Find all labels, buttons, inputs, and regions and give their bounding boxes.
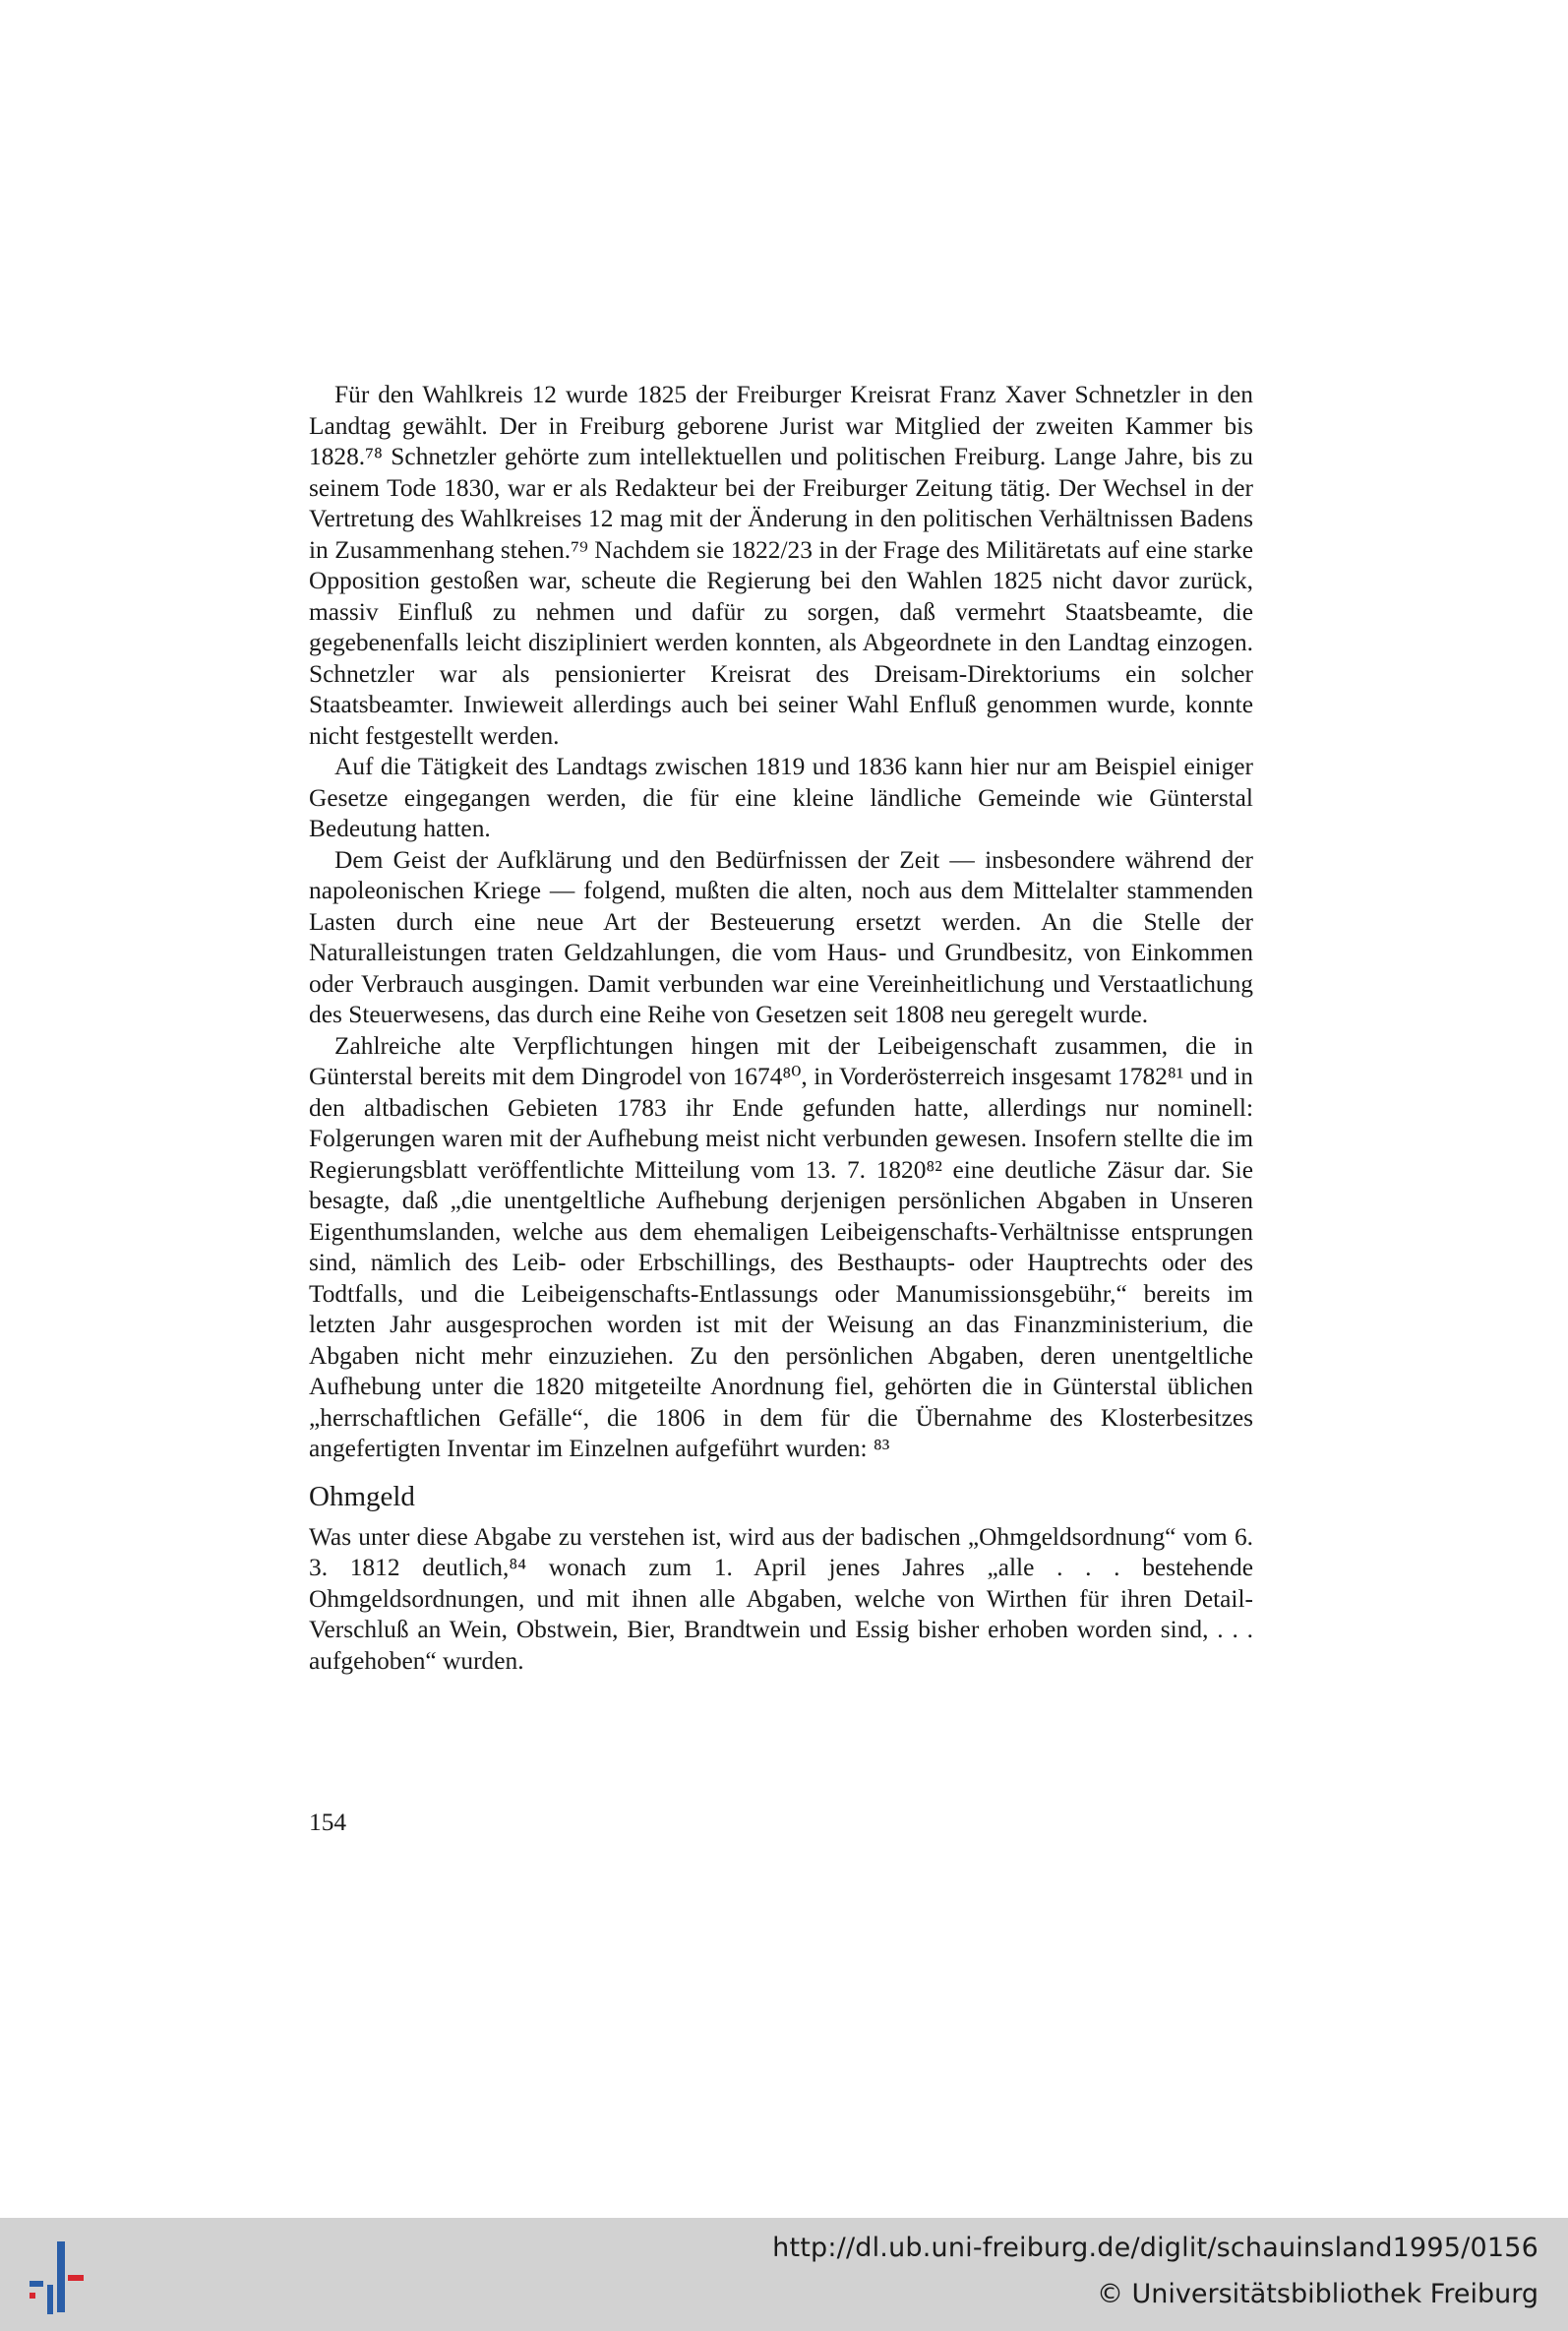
section-heading-ohmgeld: Ohmgeld — [309, 1480, 415, 1512]
page-number: 154 — [309, 1809, 347, 1836]
footer-copyright: © Universitätsbibliothek Freiburg — [1096, 2279, 1538, 2309]
paragraph-leibeigenschaft: Zahlreiche alte Verpflichtungen hingen mit der Leibeigenschaft zusammen, die in Günterstal bereits mit dem Dingrodel von 1674⁸⁰, in Vorderösterreich insgesamt 1782⁸¹ und in den altbadischen Gebieten 1783 ihr Ende gefunden hatte, allerdings nur nominell: Folgerungen waren mit der Aufhebung meist nicht verbunden gewesen. Insofern stellte die im Regierungsblatt veröffentlichte Mitteilung vom 13. 7. 1820⁸² eine deutliche Zäsur dar. Sie besagte, daß „die unentgeltliche Aufhebung derjenigen persönlichen Abgaben in Unseren Eigenthumslanden, welche aus dem ehemaligen Leibeigenschafts-Verhältnisse entsprungen sind, nämlich des Leib- oder Erbschillings, des Besthaupts- oder Hauptrechts oder des Todtfalls, und die Leibeigenschafts-Entlassungs oder Manumissionsgebühr,“ bereits im letzten Jahr ausgesprochen worden ist mit der Weisung an das Finanzministerium, die Abgaben nicht mehr einzuziehen. Zu den persönlichen Abgaben, deren unentgeltliche Aufhebung unter die 1820 mitgeteilte Anordnung fiel, gehörten die in Günterstal üblichen „herrschaftlichen Gefälle“, die 1806 in dem für die Übernahme des Klosterbesitzes angefertigten Inventar im Einzelnen aufgeführt wurden: ⁸³ — [309, 1031, 1253, 1462]
paragraph-aufklaerung: Dem Geist der Aufklärung und den Bedürfnissen der Zeit — insbesondere während der napoleonischen Kriege — folgend, mußten die alten, noch aus dem Mittelalter stammenden Lasten durch eine neue Art der Besteuerung ersetzt werden. An die Stelle der Naturalleistungen traten Geldzahlungen, die vom Haus- und Grundbesitz, von Einkommen oder Verbrauch ausgingen. Damit verbunden war eine Vereinheitlichung und Verstaatlichung des Steuerwesens, das durch eine Reihe von Gesetzen seit 1808 neu geregelt wurde. — [309, 845, 1253, 1028]
footer-bar — [0, 2218, 1568, 2331]
paragraph-landtag: Auf die Tätigkeit des Landtags zwischen 1819 und 1836 kann hier nur am Beispiel einiger Gesetze eingegangen werden, die für eine kleine ländliche Gemeinde wie Günterstal Bedeutung hatten. — [309, 753, 1253, 842]
document-body — [309, 380, 1253, 1677]
paragraph-ohmgeld: Was unter diese Abgabe zu verstehen ist, wird aus der badischen „Ohmgeldsordnung“ vom 6. 3. 1812 deutlich,⁸⁴ wonach zum 1. April jenes Jahres „alle . . . bestehende Ohmgeldsordnungen, und mit ihnen alle Abgaben, welche von Wirthen für ihren Detail-Verschluß an Wein, Obstwein, Bier, Brandtwein und Essig bisher erhoben worden sind, . . . aufgehoben“ wurden. — [309, 1522, 1253, 1675]
footer-url-link[interactable]: http://dl.ub.uni-freiburg.de/diglit/schauinsland1995/0156 — [772, 2233, 1538, 2263]
ub-freiburg-logo-icon — [22, 2238, 100, 2316]
paragraph-wahlkreis: Für den Wahlkreis 12 wurde 1825 der Freiburger Kreisrat Franz Xaver Schnetzler in den Landtag gewählt. Der in Freiburg geborene Jurist war Mitglied der zweiten Kammer bis 1828.⁷⁸ Schnetzler gehörte zum intellektuellen und politischen Freiburg. Lange Jahre, bis zu seinem Tode 1830, war er als Redakteur bei der Freiburger Zeitung tätig. Der Wechsel in der Vertretung des Wahlkreises 12 mag mit der Änderung in den politischen Verhältnissen Badens in Zusammenhang stehen.⁷⁹ Nachdem sie 1822/23 in der Frage des Militäretats auf eine starke Opposition gestoßen war, scheute die Regierung bei den Wahlen 1825 nicht davor zurück, massiv Einfluß zu nehmen und dafür zu sorgen, daß vermehrt Staatsbeamte, die gegebenenfalls leicht diszipliniert werden konnten, als Abgeordnete in den Landtag einzogen. Schnetzler war als pensionierter Kreisrat des Dreisam-Direktoriums ein solcher Staatsbeamter. Inwieweit allerdings auch bei seiner Wahl Enfluß genommen wurde, konnte nicht festgestellt werden. — [309, 381, 1253, 750]
